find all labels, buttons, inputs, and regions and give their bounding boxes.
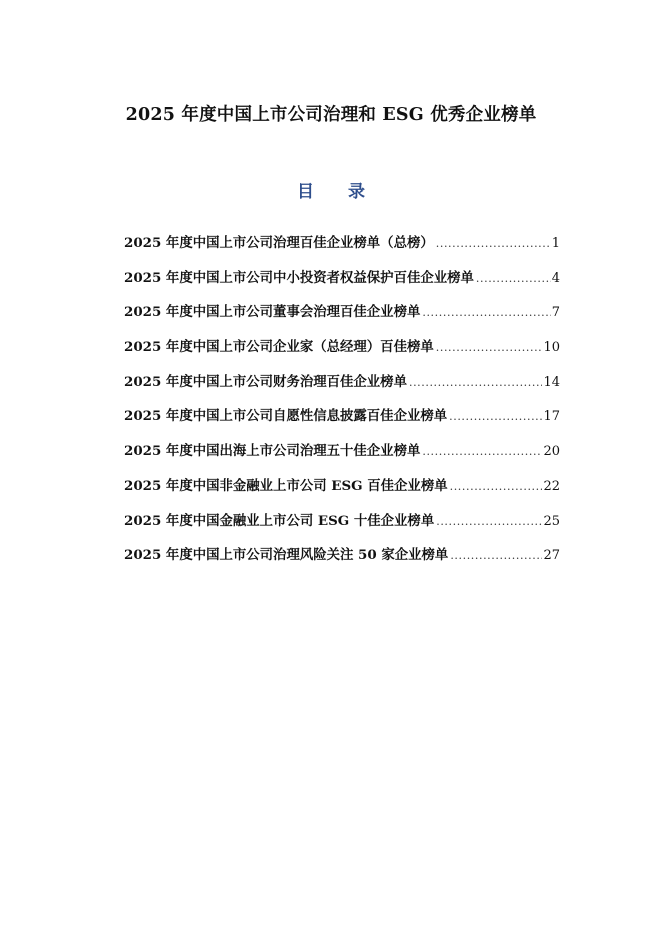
toc-entry-label: 2025 年度中国上市公司财务治理百佳企业榜单: [124, 373, 407, 390]
toc-entry[interactable]: [124, 267, 560, 302]
toc-entry-label: 2025 年度中国上市公司中小投资者权益保护百佳企业榜单: [124, 269, 474, 286]
toc-entry-page: 22: [543, 478, 560, 494]
toc-entry-page: 7: [551, 305, 560, 321]
toc-entry-page: 17: [543, 409, 560, 425]
toc-entry[interactable]: [124, 475, 560, 510]
toc-entry-page: 4: [551, 270, 560, 286]
toc-entry-label: 2025 年度中国上市公司治理风险关注 50 家企业榜单: [124, 547, 449, 564]
toc-entry-page: 25: [543, 513, 560, 529]
toc-entry[interactable]: [124, 301, 560, 336]
toc-dot-leader: [449, 410, 542, 423]
toc-entry[interactable]: [124, 371, 560, 406]
toc-entry-page: 1: [551, 236, 560, 251]
toc-dot-leader: [450, 549, 542, 562]
toc-dot-leader: [450, 480, 543, 493]
toc-dot-leader: [476, 272, 551, 285]
toc-dot-leader: [436, 237, 551, 250]
toc-entry[interactable]: [124, 336, 560, 371]
toc-entry[interactable]: [124, 440, 560, 475]
toc-dot-leader: [409, 376, 542, 389]
toc-entry[interactable]: [124, 544, 560, 579]
toc-dot-leader: [436, 341, 543, 354]
toc-dot-leader: [422, 445, 542, 458]
toc-entry[interactable]: [124, 405, 560, 440]
toc-entry-label: 2025 年度中国上市公司自愿性信息披露百佳企业榜单: [124, 408, 448, 425]
toc-entry-label: 2025 年度中国非金融业上市公司 ESG 百佳企业榜单: [124, 477, 448, 494]
toc-entry-page: 27: [543, 548, 560, 564]
table-of-contents: [124, 232, 560, 579]
toc-entry-label: 2025 年度中国上市公司企业家（总经理）百佳榜单: [124, 339, 434, 356]
document-title: 2025 年度中国上市公司治理和 ESG 优秀企业榜单: [125, 105, 537, 125]
toc-entry-page: 14: [543, 374, 560, 390]
toc-dot-leader: [436, 515, 542, 528]
toc-entry[interactable]: [124, 510, 560, 545]
toc-entry-page: 20: [543, 444, 560, 460]
toc-entry[interactable]: [124, 232, 560, 267]
toc-entry-label: 2025 年度中国上市公司治理百佳企业榜单（总榜）: [124, 235, 434, 251]
toc-dot-leader: [422, 306, 550, 319]
toc-entry-label: 2025 年度中国上市公司董事会治理百佳企业榜单: [124, 304, 421, 321]
toc-entry-label: 2025 年度中国金融业上市公司 ESG 十佳企业榜单: [124, 512, 435, 529]
toc-entry-label: 2025 年度中国出海上市公司治理五十佳企业榜单: [124, 443, 421, 460]
toc-entry-page: 10: [543, 340, 560, 356]
toc-heading: 目 录: [297, 182, 379, 202]
